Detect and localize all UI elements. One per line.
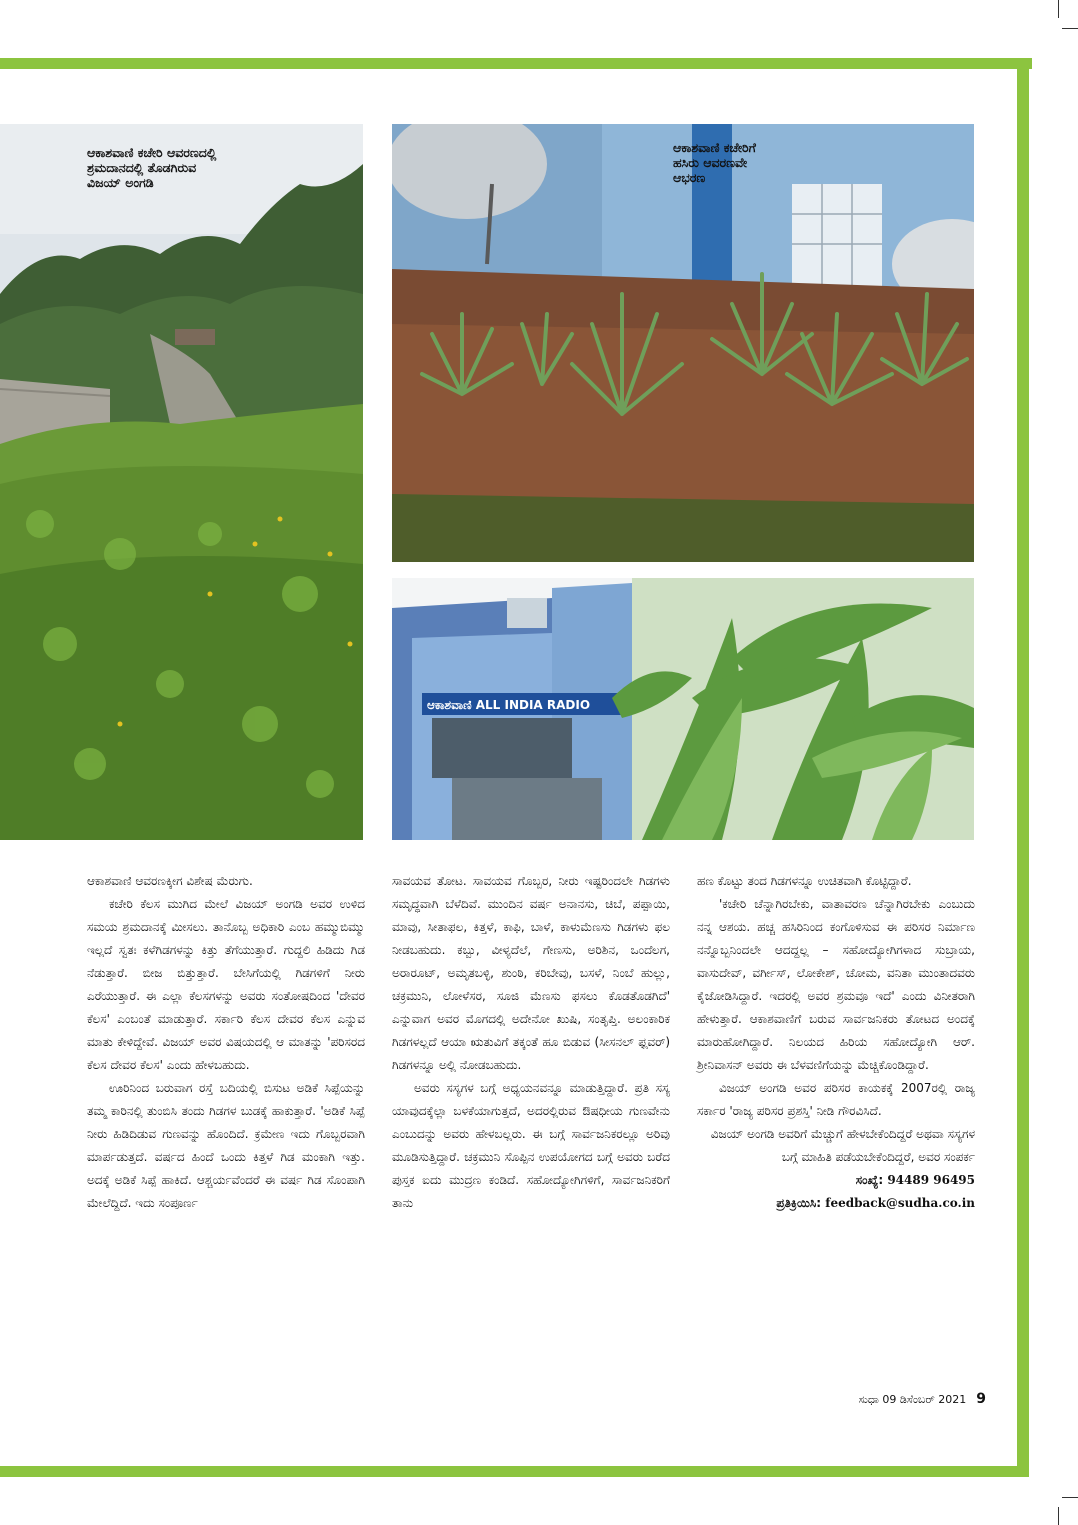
- paragraph: ಹಣ ಕೊಟ್ಟು ತಂದ ಗಿಡಗಳನ್ನೂ ಉಚಿತವಾಗಿ ಕೊಟ್ಟಿದ್ದಾರೆ.: [697, 874, 912, 888]
- green-frame-bottom: [0, 1466, 1029, 1477]
- contact-feedback-label: ಪ್ರತಿಕ್ರಿಯಿಸಿ:: [776, 1196, 822, 1210]
- contact-feedback-email[interactable]: feedback@sudha.co.in: [825, 1196, 975, 1210]
- green-frame-top: [0, 58, 1032, 69]
- paragraph: ಊರಿನಿಂದ ಬರುವಾಗ ರಸ್ತೆ ಬದಿಯಲ್ಲಿ ಬಿಸುಟ ಅಡಿಕೆ ಸಿಪ್ಪೆಯನ್ನು ತಮ್ಮ ಕಾರಿನಲ್ಲಿ ತುಂಬಿಸಿ ತಂದು ಗಿಡಗಳ ಬುಡಕ್ಕೆ ಹಾಕುತ್ತಾರೆ. 'ಅಡಿಕೆ ಸಿಪ್ಪೆ ನೀರು ಹಿಡಿದಿಡುವ ಗುಣವನ್ನು ಹೊಂದಿದೆ. ಕ್ರಮೇಣ ಇದು ಗೊಬ್ಬರವಾಗಿ ಮಾರ್ಪಡುತ್ತದೆ. ವರ್ಷದ ಹಿಂದೆ ಒಂದು ಕಿತ್ತಳೆ ಗಿಡ ಮಂಕಾಗಿ ಇತ್ತು. ಅದಕ್ಕೆ ಅಡಿಕೆ ಸಿಪ್ಪೆ ಹಾಕಿದೆ. ಆಶ್ಚರ್ಯವೆಂದರೆ ಈ ವರ್ಷ ಗಿಡ ಸೊಂಪಾಗಿ ಮೇಲೆದ್ದಿದೆ. ಇದು ಸಂಪೂರ್ಣ: [87, 1081, 365, 1210]
- paragraph: ಕಚೇರಿ ಕೆಲಸ ಮುಗಿದ ಮೇಲೆ ವಿಜಯ್ ಅಂಗಡಿ ಅವರ ಉಳಿದ ಸಮಯ ಶ್ರಮದಾನಕ್ಕೆ ಮೀಸಲು. ತಾನೊಬ್ಬ ಅಧಿಕಾರಿ ಎಂಬ ಹಮ್ಮುಬಿಮ್ಮು ಇಲ್ಲದೆ ಸ್ವತಃ ಕಳೆಗಿಡಗಳನ್ನು ಕಿತ್ತು ತೆಗೆಯುತ್ತಾರೆ. ಗುದ್ದಲಿ ಹಿಡಿದು ಗಿಡ ನೆಡುತ್ತಾರೆ. ಬೀಜ ಬಿತ್ತುತ್ತಾರೆ. ಬೇಸಿಗೆಯಲ್ಲಿ ಗಿಡಗಳಿಗೆ ನೀರು ಎರೆಯುತ್ತಾರೆ. ಈ ಎಲ್ಲಾ ಕೆಲಸಗಳನ್ನು ಅವರು ಸಂತೋಷದಿಂದ 'ದೇವರ ಕೆಲಸ' ಎಂಬಂತೆ ಮಾಡುತ್ತಾರೆ. ಸರ್ಕಾರಿ ಕೆಲಸ ದೇವರ ಕೆಲಸ ಎನ್ನುವ ಮಾತು ಕೇಳಿದ್ದೇವೆ. ವಿಜಯ್ ಅವರ ವಿಷಯದಲ್ಲಿ ಆ ಮಾತನ್ನು 'ಪರಿಸರದ ಕೆಲಸ ದೇವರ ಕೆಲಸ' ಎಂದು ಹೇಳಬಹುದು.: [87, 897, 365, 1072]
- contact-phone-line: [697, 1169, 975, 1192]
- contact-feedback-line: [697, 1192, 975, 1215]
- issue-date: ಸುಧಾ 09 ಡಿಸೆಂಬರ್ 2021: [858, 1393, 967, 1406]
- paragraph: 'ಕಚೇರಿ ಚೆನ್ನಾಗಿರಬೇಕು, ವಾತಾವರಣ ಚೆನ್ನಾಗಿರಬೇಕು ಎಂಬುದು ನನ್ನ ಆಶಯ. ಹಚ್ಚ ಹಸಿರಿನಿಂದ ಕಂಗೊಳಿಸುವ ಈ ಪರಿಸರ ನಿರ್ಮಾಣ ನನ್ನೊಬ್ಬನಿಂದಲೇ ಆದದ್ದಲ್ಲ – ಸಹೋದ್ಯೋಗಿಗಳಾದ ಸುಬ್ರಾಯ, ವಾಸುದೇವ್, ವರ್ಗೀಸ್, ಲೋಕೇಶ್, ಚೋಮ, ವನಿತಾ ಮುಂತಾದವರು ಕೈಜೋಡಿಸಿದ್ದಾರೆ. ಇದರಲ್ಲಿ ಅವರ ಶ್ರಮವೂ ಇದೆ' ಎಂದು ವಿನೀತರಾಗಿ ಹೇಳುತ್ತಾರೆ. ಆಕಾಶವಾಣಿಗೆ ಬರುವ ಸಾರ್ವಜನಿಕರು ತೋಟದ ಅಂದಕ್ಕೆ ಮಾರುಹೋಗಿದ್ದಾರೆ. ನಿಲಯದ ಹಿರಿಯ ಸಹೋದ್ಯೋಗಿ ಆರ್. ಶ್ರೀನಿವಾಸನ್ ಅವರು ಈ ಬೆಳವಣಿಗೆಯನ್ನು ಮೆಚ್ಚಿಕೊಂಡಿದ್ದಾರೆ.: [697, 897, 975, 1072]
- radio-sign-text: ಆಕಾಶವಾಣಿ ALL INDIA RADIO: [427, 698, 591, 712]
- article-column-3: [697, 870, 975, 1215]
- caption-pineapple-photo: ಆಕಾಶವಾಣಿ ಕಚೇರಿಗೆ ಹಸಿರು ಆವರಣವೇ ಆಭರಣ: [673, 140, 756, 185]
- page-footer: [859, 1391, 986, 1407]
- paragraph: ವಿಜಯ್ ಅಂಗಡಿ ಅವರ ಪರಿಸರ ಕಾಯಕಕ್ಕೆ 2007ರಲ್ಲಿ ರಾಜ್ಯ ಸರ್ಕಾರ 'ರಾಜ್ಯ ಪರಿಸರ ಪ್ರಶಸ್ತಿ' ನೀಡಿ ಗೌರವಿಸಿದೆ.: [697, 1081, 975, 1118]
- caption-hillside-photo: ಆಕಾಶವಾಣಿ ಕಚೇರಿ ಆವರಣದಲ್ಲಿ ಶ್ರಮದಾನದಲ್ಲಿ ತೊಡಗಿರುವ ವಿಜಯ್ ಅಂಗಡಿ: [87, 145, 217, 190]
- crop-mark: [1062, 1497, 1078, 1498]
- contact-phone-label: ಸಂಖ್ಯೆ:: [855, 1173, 884, 1187]
- article-column-1: [87, 870, 365, 1215]
- closing-note: ವಿಜಯ್ ಅಂಗಡಿ ಅವರಿಗೆ ಮೆಚ್ಚುಗೆ ಹೇಳಬೇಕೆಂದಿದ್ದರೆ ಅಥವಾ ಸಸ್ಯಗಳ ಬಗ್ಗೆ ಮಾಹಿತಿ ಪಡೆಯಬೇಕೆಂದಿದ್ದರೆ, ಅವರ ಸಂಪರ್ಕ: [710, 1127, 975, 1164]
- contact-phone: 94489 96495: [887, 1173, 975, 1187]
- crop-mark: [1058, 1507, 1059, 1525]
- paragraph: ಅವರು ಸಸ್ಯಗಳ ಬಗ್ಗೆ ಅಧ್ಯಯನವನ್ನೂ ಮಾಡುತ್ತಿದ್ದಾರೆ. ಪ್ರತಿ ಸಸ್ಯ ಯಾವುದಕ್ಕೆಲ್ಲಾ ಬಳಕೆಯಾಗುತ್ತದೆ, ಅದರಲ್ಲಿರುವ ಔಷಧೀಯ ಗುಣವೇನು ಎಂಬುದನ್ನು ಅವರು ಹೇಳಬಲ್ಲರು. ಈ ಬಗ್ಗೆ ಸಾರ್ವಜನಿಕರಲ್ಲೂ ಅರಿವು ಮೂಡಿಸುತ್ತಿದ್ದಾರೆ. ಚಕ್ರಮುನಿ ಸೊಪ್ಪಿನ ಉಪಯೋಗದ ಬಗ್ಗೆ ಅವರು ಬರೆದ ಪುಸ್ತಕ ಐದು ಮುದ್ರಣ ಕಂಡಿದೆ. ಸಹೋದ್ಯೋಗಿಗಳಿಗೆ, ಸಾರ್ವಜನಿಕರಿಗೆ ತಾನು: [392, 1081, 670, 1210]
- photo-radio-building: [392, 578, 974, 840]
- article-column-2: [392, 870, 670, 1215]
- photo-hillside-garden: [0, 124, 363, 840]
- page-number: 9: [976, 1391, 986, 1407]
- crop-mark: [1058, 0, 1059, 18]
- green-frame-right: [1017, 58, 1029, 1475]
- paragraph: ಸಾವಯವ ತೋಟ. ಸಾವಯವ ಗೊಬ್ಬರ, ನೀರು ಇಷ್ಟರಿಂದಲೇ ಗಿಡಗಳು ಸಮೃದ್ಧವಾಗಿ ಬೆಳೆದಿವೆ. ಮುಂದಿನ ವರ್ಷ ಅನಾನಸು, ಚಿಬೆ, ಪಪ್ಪಾಯಿ, ಮಾವು, ಸೀತಾಫಲ, ಕಿತ್ತಳೆ, ಕಾಫಿ, ಬಾಳೆ, ಕಾಳುಮೆಣಸು ಗಿಡಗಳು ಫಲ ನೀಡಬಹುದು. ಕಬ್ಬು, ವೀಳ್ಯದೆಲೆ, ಗೇಣಸು, ಅರಿಶಿನ, ಒಂದೆಲಗ, ಅರಾರೂಟ್, ಅಮೃತಬಳ್ಳಿ, ಶುಂಠಿ, ಕರಿಬೇವು, ಬಸಳೆ, ನಿಂಬೆ ಹುಲ್ಲು, ಚಕ್ರಮುನಿ, ಲೋಳೆಸರ, ಸೂಜಿ ಮೆಣಸು ಫಸಲು ಕೊಡತೊಡಗಿದೆ' ಎನ್ನುವಾಗ ಅವರ ಮೊಗದಲ್ಲಿ ಅದೇನೋ ಖುಷಿ, ಸಂತೃಪ್ತಿ. ಅಲಂಕಾರಿಕ ಗಿಡಗಳಲ್ಲದೆ ಆಯಾ ಋತುವಿಗೆ ತಕ್ಕಂತೆ ಹೂ ಬಿಡುವ (ಸೀಸನಲ್ ಫ್ಲವರ್) ಗಿಡಗಳನ್ನೂ ಅಲ್ಲಿ ನೋಡಬಹುದು.: [392, 874, 670, 1072]
- crop-mark: [1062, 28, 1078, 29]
- photo-pineapple-garden: [392, 124, 974, 562]
- paragraph: ಆಕಾಶವಾಣಿ ಆವರಣಕ್ಕೀಗ ವಿಶೇಷ ಮೆರುಗು.: [87, 874, 253, 888]
